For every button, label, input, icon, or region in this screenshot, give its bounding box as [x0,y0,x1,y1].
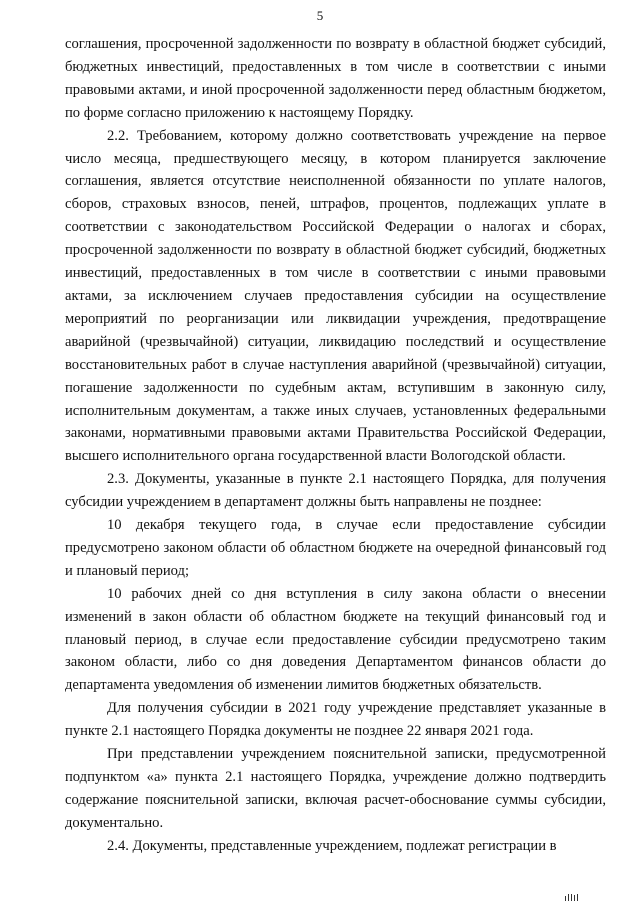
paragraph-deadline-working-days: 10 рабочих дней со дня вступления в силу закона области о внесении изменений в закон области об областном бюджете на текущий финансовый год и плановый период, в случае если предоставление субсидии предусмотрено таким законом области, либо со дня доведения Департаментом финансов области до департамента уведомления об изменении лимитов бюджетных обязательств. [65,585,606,694]
page-number: 5 [316,8,324,23]
paragraph-2021-deadline: Для получения субсидии в 2021 году учреждение представляет указанные в пункте 2.1 настоящего Порядка документы не позднее 22 января 2021 года. [65,700,606,740]
paragraph-2-4: 2.4. Документы, представленные учреждением, подлежат регистрации в [107,837,557,854]
scan-barcode-mark [565,893,585,901]
paragraph-explanatory-note: При представлении учреждением пояснительной записки, предусмотренной подпунктом «а» пункта 2.1 настоящего Порядка, учреждение должно подтвердить содержание пояснительной записки, включая расчет-обоснование суммы субсидии, документально. [65,746,606,831]
paragraph-2-3: 2.3. Документы, указанные в пункте 2.1 настоящего Порядка, для получения субсидии учреждением в департамент должны быть направлены не позднее: [65,471,606,511]
document-body [65,33,606,858]
paragraph-deadline-december: 10 декабря текущего года, в случае если предоставление субсидии предусмотрено законом области об областном бюджете на очередной финансовый год и плановый период; [65,517,606,579]
paragraph-continuation: соглашения, просроченной задолженности по возврату в областной бюджет субсидий, бюджетных инвестиций, предоставленных в том числе в соответствии с иными правовыми актами, и иной просроченной задолженности перед областным бюджетом, по форме согласно приложению к настоящему Порядку. [65,36,606,121]
paragraph-2-2: 2.2. Требованием, которому должно соответствовать учреждение на первое число месяца, предшествующего месяцу, в котором планируется заключение соглашения, является отсутствие неисполненной обязанности по уплате налогов, сборов, страховых взносов, пеней, штрафов, процентов, подлежащих уплате в соответствии с законодательством Российской Федерации о налогах и сборах, просроченной задолженности по возврату в областной бюджет субсидий, бюджетных инвестиций, предоставленных в том числе в соответствии с иными правовыми актами, за исключением случаев предоставления субсидии на осуществление мероприятий по реорганизации или ликвидации учреждения, предотвращение аварийной (чрезвычайной) ситуации, ликвидацию последствий и осуществление восстановительных работ в случае наступления аварийной (чрезвычайной) ситуации, погашение задолженности по судебным актам, вступившим в законную силу, исполнительным документам, а также иных случаев, установленных федеральными законами, нормативными правовыми актами Правительства Российской Федерации, высшего исполнительного органа государственной власти Вологодской области. [65,127,606,465]
